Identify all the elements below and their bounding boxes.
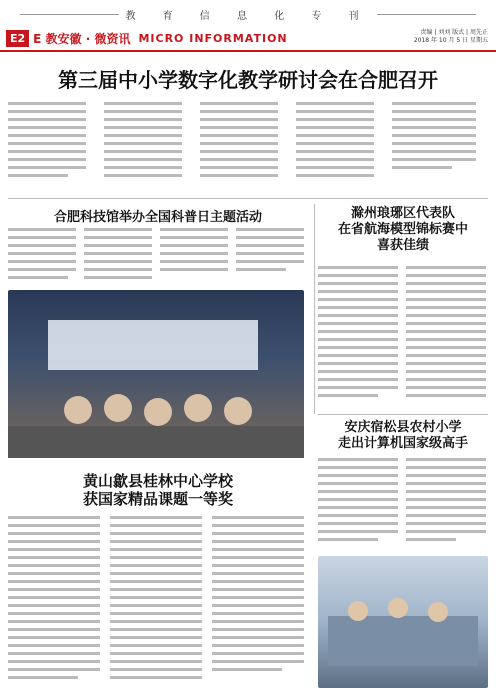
huangshan-title bbox=[8, 472, 308, 508]
chuzhou-text-lines bbox=[318, 264, 488, 409]
photo-illustration bbox=[8, 290, 304, 458]
main-text-lines bbox=[8, 100, 480, 210]
chuzhou-title bbox=[318, 206, 488, 254]
brand-english: MICRO INFORMATION bbox=[138, 31, 288, 45]
chuzhou-body bbox=[318, 264, 488, 409]
main-headline: 第三届中小学数字化教学研讨会在合肥召开 bbox=[58, 68, 438, 92]
col-divider bbox=[314, 204, 315, 414]
main-article-body bbox=[8, 100, 480, 210]
slogan: 教 育 信 息 化 专 刊 bbox=[119, 7, 376, 22]
brand-name: E 教安徽 · 微资讯 bbox=[33, 31, 131, 46]
anqing-title-2: 走出计算机国家级高手 bbox=[337, 436, 468, 451]
anqing-body bbox=[318, 456, 488, 552]
editor-line: 责编 | 刘刘 版式 | 周先正 bbox=[420, 29, 488, 36]
anqing-title bbox=[318, 420, 488, 452]
section-divider-right bbox=[318, 414, 488, 415]
chuzhou-title-3: 喜获佳绩 bbox=[376, 238, 429, 253]
anqing-photo bbox=[318, 556, 488, 688]
top-slogan-bar bbox=[0, 0, 496, 28]
huangshan-title-2: 获国家精品课题一等奖 bbox=[82, 490, 233, 508]
hefei-science-body bbox=[8, 226, 308, 286]
anqing-text-lines bbox=[318, 456, 488, 552]
huangshan-body bbox=[8, 514, 308, 688]
page-number: E2 bbox=[6, 30, 29, 47]
huangshan-text-lines bbox=[8, 514, 308, 688]
anqing-title-1: 安庆宿松县农村小学 bbox=[344, 420, 462, 435]
huangshan-title-1: 黄山歙县桂林中心学校 bbox=[82, 472, 233, 490]
section-divider bbox=[8, 198, 488, 199]
chuzhou-title-2: 在省航海模型锦标赛中 bbox=[337, 222, 468, 237]
header-rule bbox=[0, 50, 496, 52]
issue-meta bbox=[414, 29, 488, 45]
chuzhou-title-1: 滁州琅琊区代表队 bbox=[350, 206, 455, 221]
hefei-science-photo bbox=[8, 290, 304, 458]
hefei-text-lines bbox=[8, 226, 308, 286]
page-header bbox=[0, 28, 496, 48]
hefei-science-title: 合肥科技馆举办全国科普日主题活动 bbox=[53, 210, 262, 225]
date-line: 2018 年 10 月 5 日 星期五 bbox=[413, 37, 488, 44]
anqing-photo-illustration bbox=[318, 556, 488, 688]
